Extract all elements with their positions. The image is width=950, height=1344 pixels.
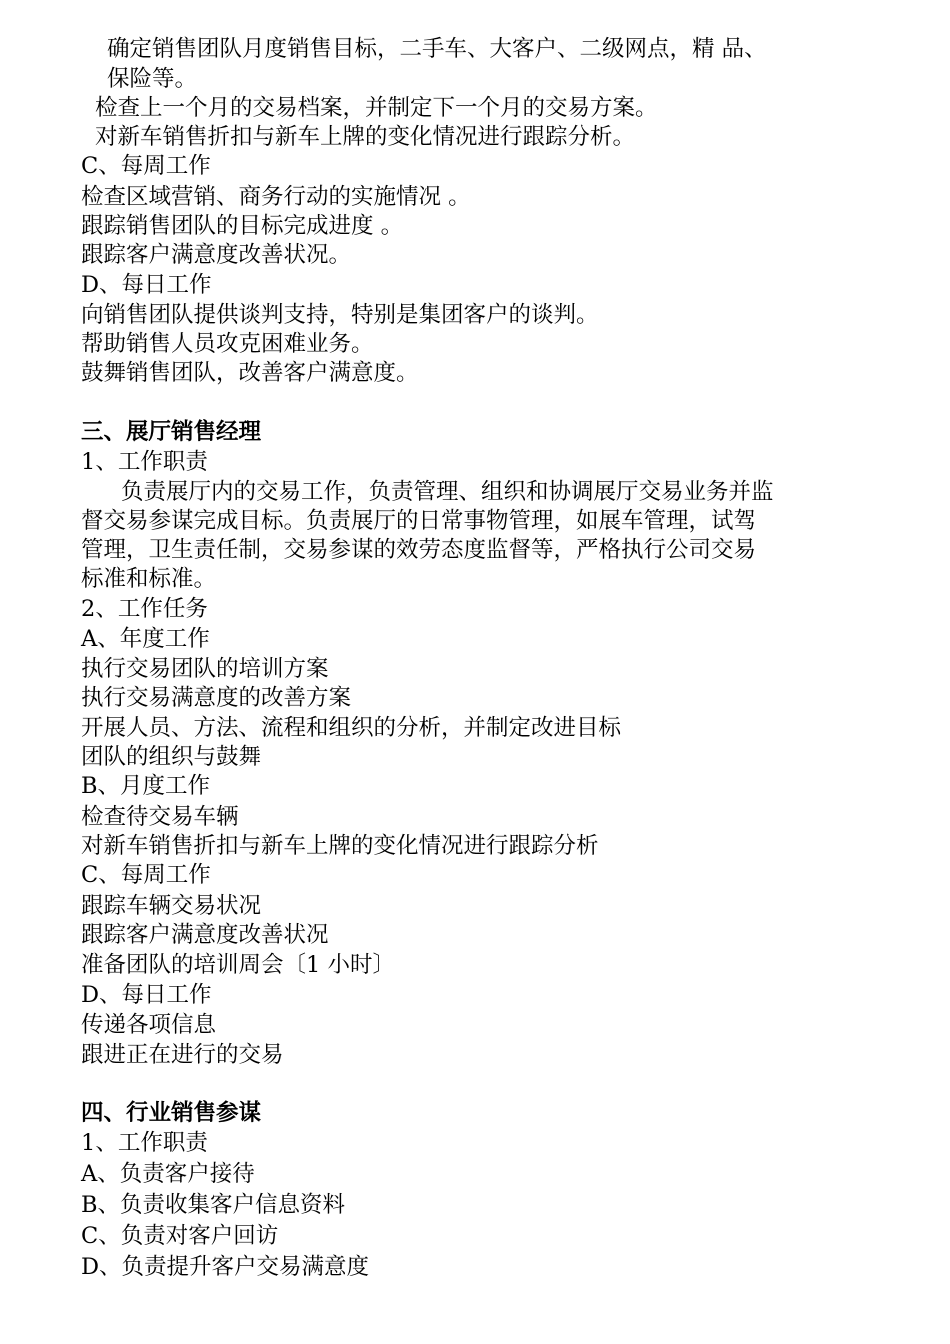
text-line: 帮助销售人员攻克困难业务。 [81,331,374,357]
section-heading: 四、行业销售参谋 [81,1100,262,1126]
text-line: C、每周工作 [81,862,211,888]
text-line: 对新车销售折扣与新车上牌的变化情况进行跟踪分析。 [95,124,636,150]
text-line: 跟踪车辆交易状况 [81,893,262,919]
text-line: B、负责收集客户信息资料 [81,1192,346,1218]
text-line: 1、工作职责 [81,1130,208,1156]
text-line: C、负责对客户回访 [81,1223,279,1249]
text-line: C、每周工作 [81,153,211,179]
text-line: 团队的组织与鼓舞 [81,744,262,770]
text-line: 跟踪客户满意度改善状况。 [81,242,352,268]
text-line: 2、工作任务 [81,596,208,622]
text-line: 1、工作职责 [81,449,208,475]
text-line: 传递各项信息 [81,1012,217,1038]
text-line: D、负责提升客户交易满意度 [81,1254,370,1280]
text-line: A、年度工作 [81,626,210,652]
text-line: 跟进正在进行的交易 [81,1042,284,1068]
text-line: 负责展厅内的交易工作，负责管理、组织和协调展厅交易业务并监 [121,479,774,505]
text-line: 跟踪客户满意度改善状况 [81,922,329,948]
text-line: D、每日工作 [81,982,212,1008]
text-line: 向销售团队提供谈判支持，特别是集团客户的谈判。 [81,302,599,328]
text-line: 标准和标准。 [81,566,217,592]
text-line: 准备团队的培训周会〔1 小时〕 [81,952,395,978]
text-line: 管理，卫生责任制，交易参谋的效劳态度监督等，严格执行公司交易 [81,537,757,563]
text-line: 督交易参谋完成目标。负责展厅的日常事物管理，如展车管理，试驾 [81,508,757,534]
text-line: 检查上一个月的交易档案，并制定下一个月的交易方案。 [95,95,658,121]
text-line: 执行交易满意度的改善方案 [81,685,352,711]
text-line: 执行交易团队的培训方案 [81,656,329,682]
text-line: D、每日工作 [81,272,212,298]
text-line: 检查区域营销、商务行动的实施情况 。 [81,184,471,210]
text-line: B、月度工作 [81,773,211,799]
text-line: 保险等。 [107,66,198,92]
text-line: 确定销售团队月度销售目标，二手车、大客户、二级网点，精 品、 [107,36,767,62]
text-line: 跟踪销售团队的目标完成进度 。 [81,213,404,239]
text-line: 检查待交易车辆 [81,804,239,830]
section-heading: 三、展厅销售经理 [81,419,262,445]
text-line: A、负责客户接待 [81,1161,255,1187]
text-line: 对新车销售折扣与新车上牌的变化情况进行跟踪分析 [81,833,599,859]
text-line: 开展人员、方法、流程和组织的分析，并制定改进目标 [81,715,622,741]
text-line: 鼓舞销售团队，改善客户满意度。 [81,360,419,386]
